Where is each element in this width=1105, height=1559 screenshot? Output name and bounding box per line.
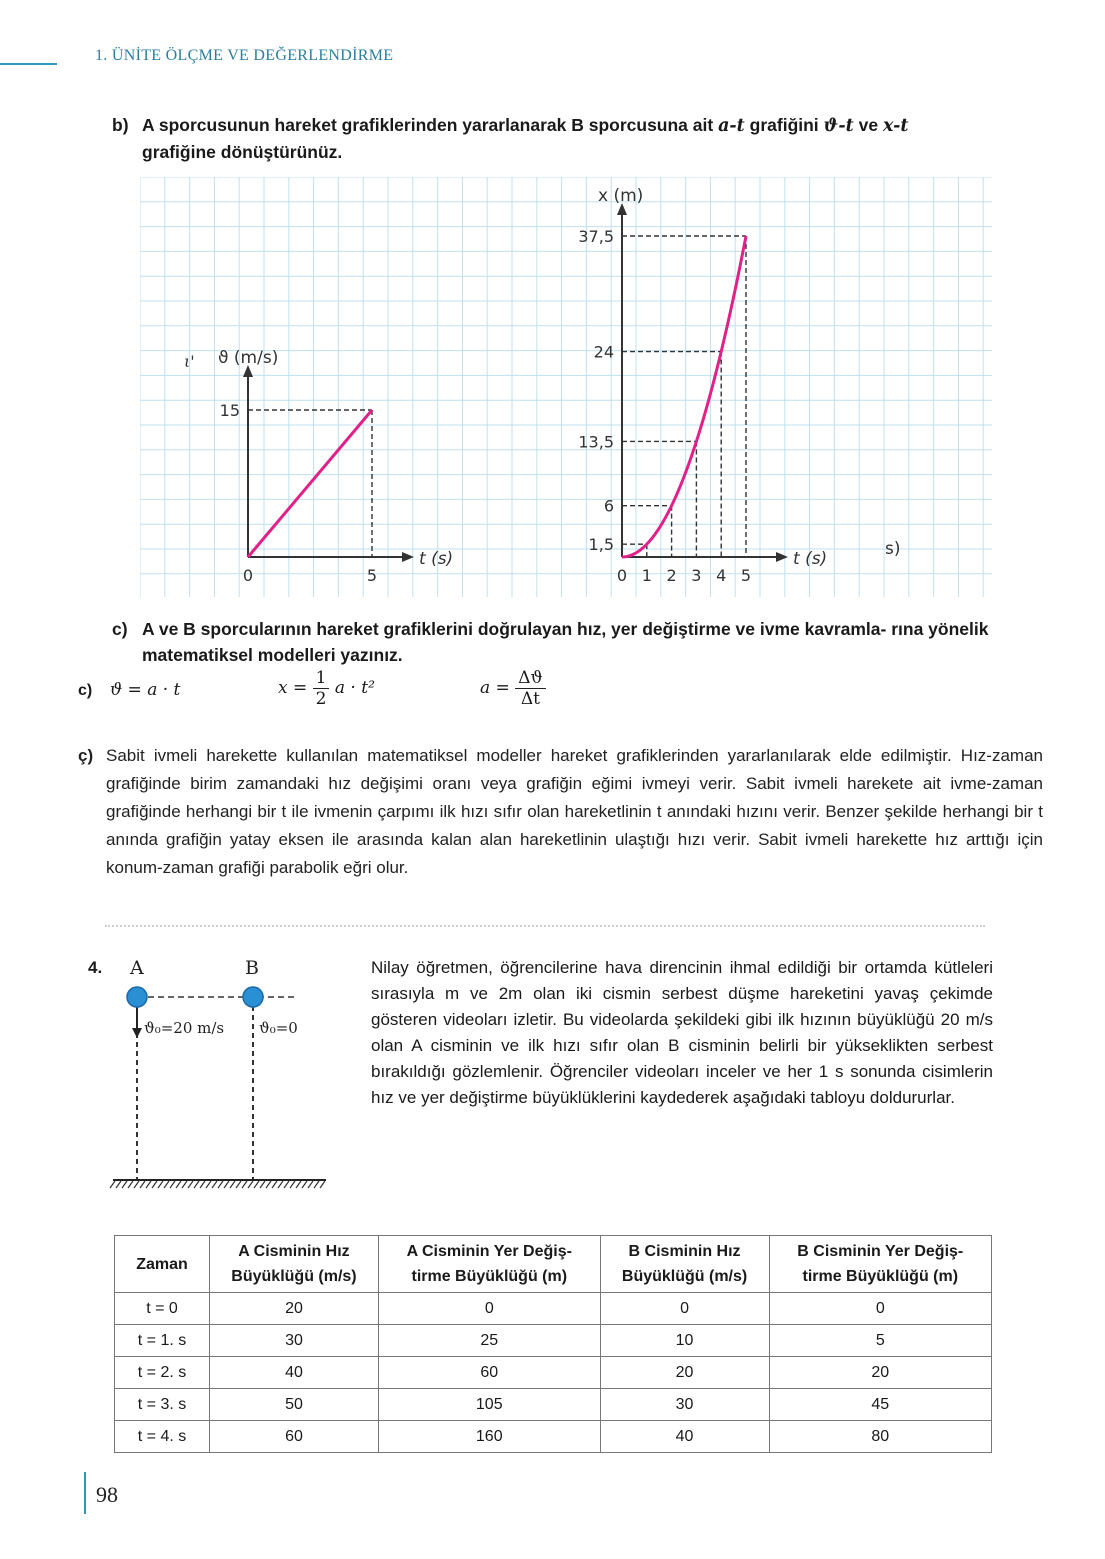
x-tick-label: 1 <box>641 566 652 585</box>
hatch-mark <box>128 1181 133 1188</box>
header-a-velocity: A Cisminin Hız Büyüklüğü (m/s) <box>210 1236 379 1293</box>
position-time-chart <box>578 186 827 585</box>
question-b-text1: A sporcusunun hareket grafiklerinden yararlanarak B sporcusuna ait <box>142 115 714 135</box>
label-a: A <box>130 957 144 979</box>
answer-cc <box>78 742 1043 882</box>
table-cell: 5 <box>769 1325 991 1357</box>
answer-cc-text: Sabit ivmeli harekette kullanılan matematiksel modeller hareket grafiklerinden yararlanılarak elde edilmiştir. Hız-zaman grafiğinde birim zamandaki hız değişimi oranı veya grafiğin eğimi ivmeyi verir. Sabit ivmeli harekete ait ivme-zaman grafiğinde herhangi bir t ile ivmenin çarpımı ilk hızı sıfır olan hareketlinin t anındaki hızını verir. Benzer şekilde herhangi bir t anında grafiğin yatay eksen ile arasında kalan alan hareketlinin ulaştığı hızı verir. Sabit ivmeli harekette hız arttığı için konum-zaman grafiği parabolik eğri olur. <box>106 746 1043 877</box>
hatch-mark <box>272 1181 277 1188</box>
formula-position <box>278 668 375 709</box>
table-cell: 20 <box>600 1357 769 1389</box>
hatch-mark <box>278 1181 283 1188</box>
table-cell: 160 <box>378 1421 600 1453</box>
formula-velocity: ϑ = a · t <box>110 680 181 700</box>
table-cell: 30 <box>210 1325 379 1357</box>
y-tick-label: 15 <box>219 401 240 420</box>
table-cell: 60 <box>210 1421 379 1453</box>
answer-c-label: c) <box>78 682 93 699</box>
section-divider <box>105 925 985 927</box>
table-cell: 10 <box>600 1325 769 1357</box>
header-b-displacement: B Cisminin Yer Değiş- tirme Büyüklüğü (m) <box>769 1236 991 1293</box>
answer-c <box>78 668 678 728</box>
formula-acceleration-fraction <box>515 668 545 709</box>
formula-position-lhs: x = <box>278 678 308 698</box>
formula-acceleration-lhs: a = <box>480 678 510 698</box>
hatch-mark <box>260 1181 265 1188</box>
fraction-numerator: Δϑ <box>515 668 545 689</box>
label-b: B <box>245 957 259 979</box>
formula-acceleration <box>480 668 546 709</box>
hatch-mark <box>206 1181 211 1188</box>
x-tick-label: 0 <box>616 566 628 585</box>
table-row <box>115 1389 992 1421</box>
table-cell: 40 <box>600 1421 769 1453</box>
question-b-label: b) <box>112 115 129 135</box>
graphs-area <box>140 177 992 597</box>
table-cell: 50 <box>210 1389 379 1421</box>
question-c <box>112 616 1012 668</box>
table-cell: 0 <box>600 1293 769 1325</box>
question-4-number: 4. <box>88 958 103 977</box>
question-c-text: A ve B sporcularının hareket grafiklerini doğrulayan hız, yer değiştirme ve ivme kavramla- rına yönelik matematiksel modelleri yazınız. <box>142 619 989 665</box>
x-tick-label: 5 <box>740 566 752 585</box>
x-axis-arrow <box>776 552 788 562</box>
time-cell: t = 1. s <box>115 1325 210 1357</box>
x-axis-label: t (s) <box>793 549 828 569</box>
table-row <box>115 1293 992 1325</box>
table-cell: 80 <box>769 1421 991 1453</box>
page-number-bar <box>84 1472 86 1514</box>
question-b <box>112 112 1012 165</box>
hatch-mark <box>116 1181 121 1188</box>
hatch-mark <box>110 1181 115 1188</box>
hatch-mark <box>152 1181 157 1188</box>
hatch-mark <box>230 1181 235 1188</box>
ground-hatch <box>110 1181 325 1188</box>
page-header-title: 1. ÜNİTE ÖLÇME VE DEĞERLENDİRME <box>95 47 394 64</box>
table-row <box>115 1357 992 1389</box>
table-cell: 0 <box>378 1293 600 1325</box>
question-b-math3: x-t <box>882 116 909 136</box>
time-cell: t = 0 <box>115 1293 210 1325</box>
header-b-velocity: B Cisminin Hız Büyüklüğü (m/s) <box>600 1236 769 1293</box>
hatch-mark <box>248 1181 253 1188</box>
y-tick-label: 24 <box>593 342 614 362</box>
y-tick-label: 6 <box>603 496 614 516</box>
free-fall-figure <box>108 950 338 1195</box>
velocity-a-label: ϑ₀=20 m/s <box>144 1019 225 1037</box>
table-cell: 45 <box>769 1389 991 1421</box>
table-cell: 60 <box>378 1357 600 1389</box>
question-b-math2: ϑ-t <box>823 116 854 136</box>
hatch-mark <box>182 1181 187 1188</box>
hatch-mark <box>122 1181 127 1188</box>
y-tick-label: 37,5 <box>578 227 614 246</box>
time-cell: t = 2. s <box>115 1357 210 1389</box>
header-a-displacement: A Cisminin Yer Değiş- tirme Büyüklüğü (m) <box>378 1236 600 1293</box>
y-axis-label: x (m) <box>598 186 644 206</box>
hatch-mark <box>146 1181 151 1188</box>
table-cell: 20 <box>769 1357 991 1389</box>
hatch-mark <box>290 1181 295 1188</box>
header-rule <box>0 63 57 65</box>
fraction-denominator: Δt <box>520 689 540 709</box>
formula-position-fraction <box>313 668 330 709</box>
table-cell: 0 <box>769 1293 991 1325</box>
hatch-mark <box>314 1181 319 1188</box>
x-tick-label: 0 <box>242 566 254 585</box>
table-cell: 105 <box>378 1389 600 1421</box>
hatch-mark <box>200 1181 205 1188</box>
hatch-mark <box>284 1181 289 1188</box>
hatch-mark <box>302 1181 307 1188</box>
velocity-b-label: ϑ₀=0 <box>259 1019 298 1037</box>
table-cell: 25 <box>378 1325 600 1357</box>
hatch-mark <box>266 1181 271 1188</box>
table-row <box>115 1421 992 1453</box>
y-tick-label: 1,5 <box>588 535 614 555</box>
x-axis-label: t (s) <box>419 549 454 569</box>
hatch-mark <box>134 1181 139 1188</box>
header-time: Zaman <box>115 1236 210 1293</box>
y-axis-label: ϑ (m/s) <box>218 348 279 368</box>
y-tick-label: 13,5 <box>578 432 614 452</box>
measurement-table <box>114 1235 992 1453</box>
table-row <box>115 1325 992 1357</box>
fraction-numerator: 1 <box>313 668 330 689</box>
question-b-text2: grafiğini <box>749 115 819 135</box>
x-tick-label: 5 <box>366 566 378 585</box>
hatch-mark <box>218 1181 223 1188</box>
x-axis-arrow <box>402 552 414 562</box>
hatch-mark <box>140 1181 145 1188</box>
data-line <box>622 236 746 557</box>
hatch-mark <box>176 1181 181 1188</box>
hatch-mark <box>170 1181 175 1188</box>
hatch-mark <box>188 1181 193 1188</box>
hatch-mark <box>224 1181 229 1188</box>
hatch-mark <box>236 1181 241 1188</box>
question-b-text4: grafiğine dönüştürünüz. <box>142 142 343 162</box>
question-c-label: c) <box>112 619 128 639</box>
question-b-text3: ve <box>858 115 879 135</box>
hatch-mark <box>194 1181 199 1188</box>
ball-b <box>243 987 263 1007</box>
x-tick-label: 4 <box>716 566 727 585</box>
hatch-mark <box>242 1181 247 1188</box>
data-line <box>248 410 372 557</box>
question-4-text: Nilay öğretmen, öğrencilerine hava direncinin ihmal edildiği bir ortamda kütleleri sırasıyla m ve 2m olan iki cismin serbest düşme hareketini yavaş çekimde gösteren videoları izletir. Bu videolarda şekildeki gibi ilk hızının büyüklüğü 20 m/s olan A cisminin ve ilk hızı sıfır olan B cisminin belirli bir yükseklikten serbest bırakıldığı gözlemlenir. Öğrenciler videoları inceler ve her 1 s sonunda cisimlerin hız ve yer değiştirme büyüklüklerini kaydederek aşağıdaki tabloyu doldururlar. <box>371 958 993 1107</box>
velocity-arrow-head <box>132 1028 142 1038</box>
table-cell: 30 <box>600 1389 769 1421</box>
fraction-denominator: 2 <box>315 689 327 709</box>
hatch-mark <box>254 1181 259 1188</box>
hatch-mark <box>320 1181 325 1188</box>
table-cell: 20 <box>210 1293 379 1325</box>
hatch-mark <box>158 1181 163 1188</box>
partial-left-label: ι' <box>184 352 195 371</box>
x-tick-label: 2 <box>666 566 677 585</box>
time-cell: t = 4. s <box>115 1421 210 1453</box>
ball-a <box>127 987 147 1007</box>
hatch-mark <box>296 1181 301 1188</box>
x-tick-label: 3 <box>691 566 702 585</box>
table-cell: 40 <box>210 1357 379 1389</box>
formula-position-rhs: a · t² <box>334 678 375 698</box>
hatch-mark <box>164 1181 169 1188</box>
question-b-math1: a-t <box>718 116 745 136</box>
answer-cc-label: ç) <box>78 746 94 765</box>
table-header-row <box>115 1236 992 1293</box>
partial-right-label: s) <box>885 539 901 559</box>
time-cell: t = 3. s <box>115 1389 210 1421</box>
hatch-mark <box>212 1181 217 1188</box>
hatch-mark <box>308 1181 313 1188</box>
page-number: 98 <box>96 1482 118 1507</box>
